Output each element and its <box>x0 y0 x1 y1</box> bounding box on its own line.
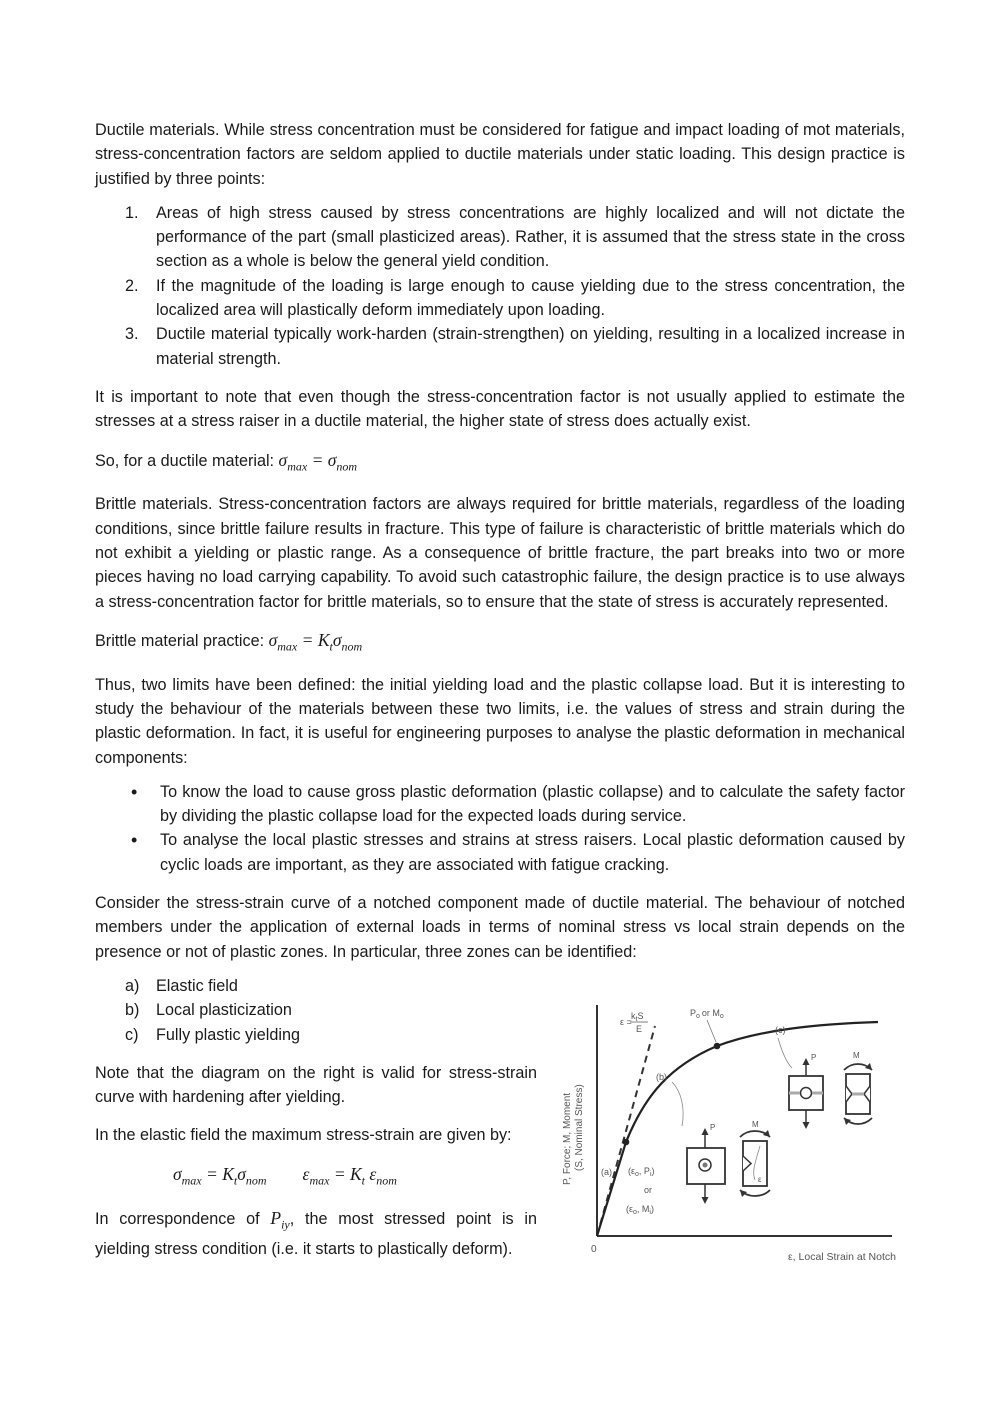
moment-m-label: M <box>752 1120 759 1129</box>
equation-label: Brittle material practice: <box>95 631 269 650</box>
point-or-label: or <box>644 1185 653 1195</box>
equation-ductile: $\sigma_{max} = \sigma_{nom}$ <box>278 449 358 474</box>
paragraph-elastic: In the elastic field the maximum stress-strain are given by: <box>95 1126 512 1145</box>
numbered-list <box>95 201 905 371</box>
list-item <box>95 828 905 877</box>
diagram-svg <box>560 1000 900 1265</box>
list-marker: a) <box>125 976 140 995</box>
list-item <box>95 274 905 323</box>
left-column <box>95 974 537 1262</box>
list-item-text: To analyse the local plastic stresses and strains at stress raisers. Local plastic deformation caused by cyclic loads are important, as they are associated with fatigue cracking. <box>160 831 905 874</box>
paragraph-ductile-intro: Ductile materials. While stress concentration must be considered for fatigue and impact loading of mot materials, stress-concentration factors are seldom applied to ductile materials under static loading. This design practice is justified by three points: <box>95 121 905 188</box>
list-marker: c) <box>125 1025 139 1044</box>
list-item <box>95 998 537 1022</box>
collapse-leader <box>707 1020 716 1042</box>
paragraph-notched: Consider the stress-strain curve of a notched component made of ductile material. The behaviour of notched members under the application of external loads in terms of nominal stress vs local strain depends on the presence or not of plastic zones. In particular, three zones can be identified: <box>95 894 905 961</box>
zone-a-label: (a) <box>601 1167 612 1177</box>
x-axis-label: ε, Local Strain at Notch <box>788 1251 896 1263</box>
list-item <box>95 974 537 998</box>
list-item <box>95 201 905 274</box>
paragraph-limits: Thus, two limits have been defined: the initial yielding load and the plastic collapse load. But it is interesting to study the behaviour of the materials between these two limits, i.e. the values of stress and strain during the plastic deformation. In fact, it is useful for engineering purposes to analyse the plastic deformation in mechanical components: <box>95 675 905 767</box>
zone-c-leader <box>778 1038 792 1068</box>
load-p-label-2: P <box>811 1053 817 1062</box>
zone-b-leader <box>672 1082 683 1126</box>
eq-denominator: E <box>636 1024 643 1034</box>
symbol-piy: $P_{iy}$ <box>270 1208 290 1232</box>
strain-symbol: ε <box>758 1175 762 1184</box>
paragraph-diagram-note: Note that the diagram on the right is valid for stress-strain curve with hardening after yielding. <box>95 1063 537 1107</box>
collapse-point <box>714 1043 721 1050</box>
equation-brittle: $\sigma_{max} = K_t\sigma_{nom}$ <box>268 629 363 654</box>
list-item <box>95 1023 537 1047</box>
load-p-label: P <box>710 1123 716 1132</box>
eq-eps: ε = <box>620 1017 632 1027</box>
y-axis-labels <box>562 1084 585 1185</box>
list-item-text: If the magnitude of the loading is large enough to cause yielding due to the stress concentration, the localized area will plastically deform immediately upon loading. <box>156 276 905 320</box>
equation-stress: $\sigma_{max} = K_t\sigma_{nom}$ <box>173 1163 267 1188</box>
list-marker: 2. <box>125 276 139 295</box>
specimen-plastic-bending <box>844 1063 872 1125</box>
equation-strain: $\varepsilon_{max} = K_t$ $\varepsilon_{nom}$ <box>302 1163 397 1188</box>
list-marker: 3. <box>125 325 139 344</box>
paragraph-brittle: Brittle materials. Stress-concentration factors are always required for brittle materials, regardless of the loading conditions, since brittle failure results in fracture. This type of failure is characteristic of brittle materials which do not exhibit a yielding or plastic range. As a consequence of brittle fracture, the part breaks into two or more pieces having no load carrying capability. To avoid such catastrophic failure, the design practice is to use always a stress-concentration factor for brittle materials, so to ensure that the state of stress is accurately represented. <box>95 495 905 611</box>
list-item-text: Areas of high stress caused by stress concentrations are highly localized and will not dictate the performance of the part (small plasticized areas). Rather, it is assumed that the stress state in the cross section as a whole is below the general yield condition. <box>156 203 905 271</box>
y-axis-label-1: P, Force; M, Moment <box>562 1092 573 1185</box>
list-item-text: To know the load to cause gross plastic deformation (plastic collapse) and to calculate the safety factor by dividing the plastic collapse load for the expected loads during service. <box>160 782 905 826</box>
point-label-1: ($\varepsilon_o$, $P_i$) <box>628 1166 655 1178</box>
specimen-plastic-axial <box>789 1058 823 1129</box>
eq-numerator: $k_tS$ <box>631 1011 644 1023</box>
paragraph-note: It is important to note that even though the stress-concentration factor is not usually applied to estimate the stresses at a stress raiser in a ductile material, the higher state of stress does actually exist. <box>95 387 905 431</box>
list-marker: b) <box>125 1001 140 1020</box>
moment-m-label-2: M <box>853 1051 860 1060</box>
list-marker: 1. <box>125 203 139 222</box>
collapse-label: $P_o$ or $M_o$ <box>690 1008 724 1020</box>
bullet-marker: • <box>131 781 138 802</box>
origin-label: 0 <box>591 1244 597 1255</box>
initial-yield-point <box>623 1139 630 1146</box>
brittle-equation-line <box>95 628 905 659</box>
equation-label: So, for a ductile material: <box>95 451 279 470</box>
list-item <box>95 322 905 371</box>
list-item-text: Elastic field <box>156 976 238 995</box>
stress-strain-diagram <box>560 1000 900 1265</box>
zones-list <box>95 974 537 1047</box>
bullet-marker: • <box>131 830 138 851</box>
list-item-text: Fully plastic yielding <box>156 1025 300 1044</box>
list-item <box>95 780 905 829</box>
ductile-equation-line <box>95 448 905 479</box>
specimen-hole-axial <box>687 1128 725 1204</box>
equation-elastic <box>95 1162 537 1193</box>
list-item-text: Local plasticization <box>156 1001 292 1020</box>
zone-c-label: (c) <box>775 1025 786 1035</box>
list-item-text: Ductile material typically work-harden (strain-strengthen) on yielding, resulting in a localized increase in material strength. <box>156 325 905 368</box>
point-label-2: ($\varepsilon_o$, $M_i$) <box>626 1204 654 1216</box>
paragraph-yielding: In correspondence of $P_{iy}$, the most stressed point is in yielding stress condition (i.e. it starts to plastically deform). <box>95 1208 537 1259</box>
bullet-list <box>95 780 905 877</box>
zone-b-label: (b) <box>656 1072 667 1082</box>
y-axis-label-2: (S, Nominal Stress) <box>574 1084 585 1171</box>
